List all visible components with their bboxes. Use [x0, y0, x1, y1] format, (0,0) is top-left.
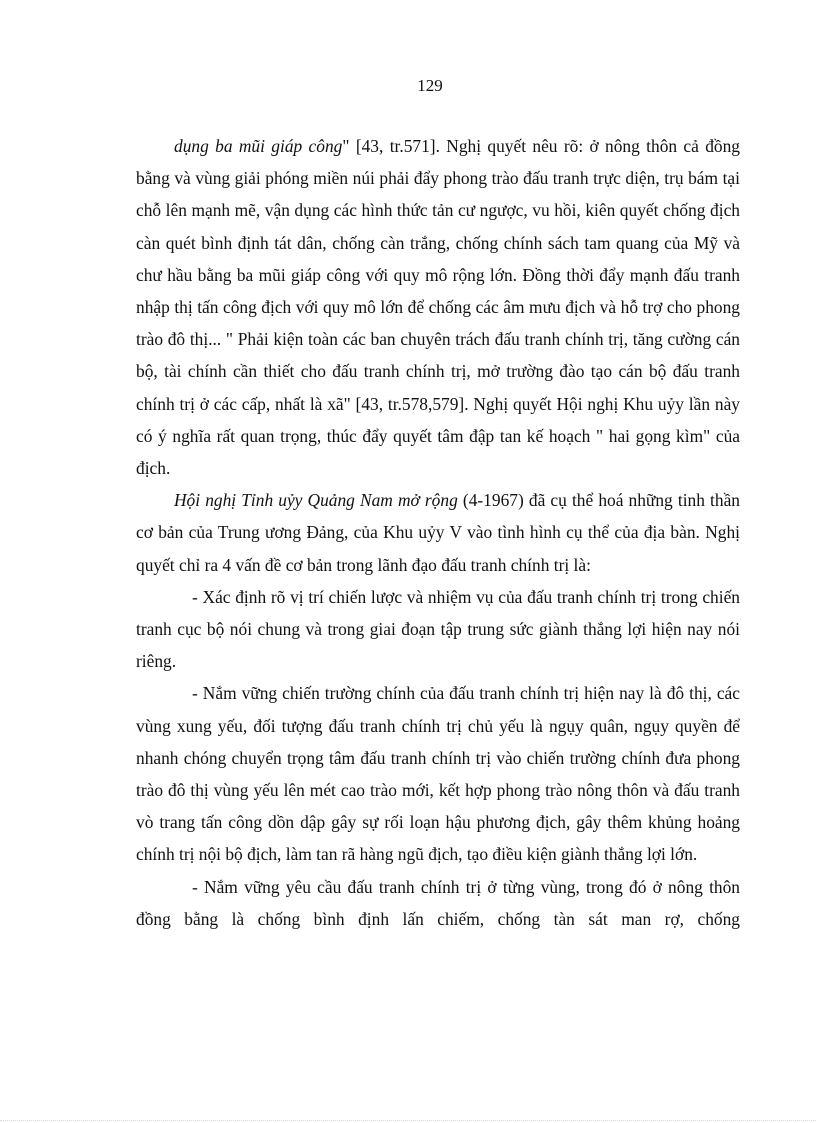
- paragraph-5: - Nắm vững yêu cầu đấu tranh chính trị ở từng vùng, trong đó ở nông thôn đồng bằng là chống bình định lấn chiếm, chống tàn sát man rợ, chống: [136, 876, 740, 929]
- paragraph-2: [136, 484, 740, 581]
- paragraph-1-italic: dụng ba mũi giáp công: [174, 136, 343, 156]
- paragraph-2-italic: Hội nghị Tỉnh uỷy Quảng Nam mở rộng: [174, 490, 458, 511]
- paragraph-1-text: " [43, tr.571]. Nghị quyết nêu rõ: ở nông thôn cả đồng bằng và vùng giải phóng miền núi phải đẩy phong trào đấu tranh trực diện, trụ bám tại chỗ lên mạnh mẽ, vận dụng các hình thức tản cư ngược, vu hồi, kiên quyết chống địch càn quét bình định tát dân, chống càn trắng, chống chính sách tam quang của Mỹ và chư hầu bằng ba mũi giáp công với quy mô rộng lớn. Đồng thời đẩy mạnh đấu tranh nhập thị tấn công địch với quy mô lớn để chống các âm mưu địch và hỗ trợ cho phong trào đô thị... " Phải kiện toàn các ban chuyên trách đấu tranh chính trị, tăng cường cán bộ, tài chính cần thiết cho đấu tranh chính trị, mở trường đào tạo cán bộ đấu tranh chính trị ở các cấp, nhất là xã" [43, tr.578,579]. Nghị quyết Hội nghị Khu uỷy lần này có ý nghĩa rất quan trọng, thúc đẩy quyết tâm đập tan kế hoạch " hai gọng kìm" của địch.: [136, 136, 740, 479]
- paragraph-3: - Xác định rõ vị trí chiến lược và nhiệm vụ của đấu tranh chính trị trong chiến tranh cục bộ nói chung và trong giai đoạn tập trung sức giành thắng lợi hiện nay nói riêng.: [136, 586, 740, 672]
- paragraph-4: - Nắm vững chiến trường chính của đấu tranh chính trị hiện nay là đô thị, các vùng xung yếu, đối tượng đấu tranh chính trị chủ yếu là ngụy quân, ngụy quyền để nhanh chóng chuyển trọng tâm đấu tranh chính trị vào chiến trường chính đưa phong trào đô thị vùng yếu lên mét cao trào mới, kết hợp phong trào nông thôn và đấu tranh vò trang tấn công dồn dập gây sự rối loạn hậu phương địch, gây thêm khủng hoảng chính trị nội bộ địch, làm tan rã hàng ngũ địch, tạo điều kiện giành thắng lợi lớn.: [136, 683, 740, 865]
- page-number: 129: [417, 76, 443, 95]
- document-body: [136, 130, 740, 935]
- page-bottom-rule: [0, 1120, 816, 1121]
- paragraph-2-text: (4-1967) đã cụ thể hoá những tinh thần cơ bản của Trung ương Đảng, của Khu uỷy V vào tình hình cụ thể của địa bàn. Nghị quyết chỉ ra 4 vấn đề cơ bản trong lãnh đạo đấu tranh chính trị là:: [136, 490, 740, 575]
- paragraph-1: [136, 130, 740, 484]
